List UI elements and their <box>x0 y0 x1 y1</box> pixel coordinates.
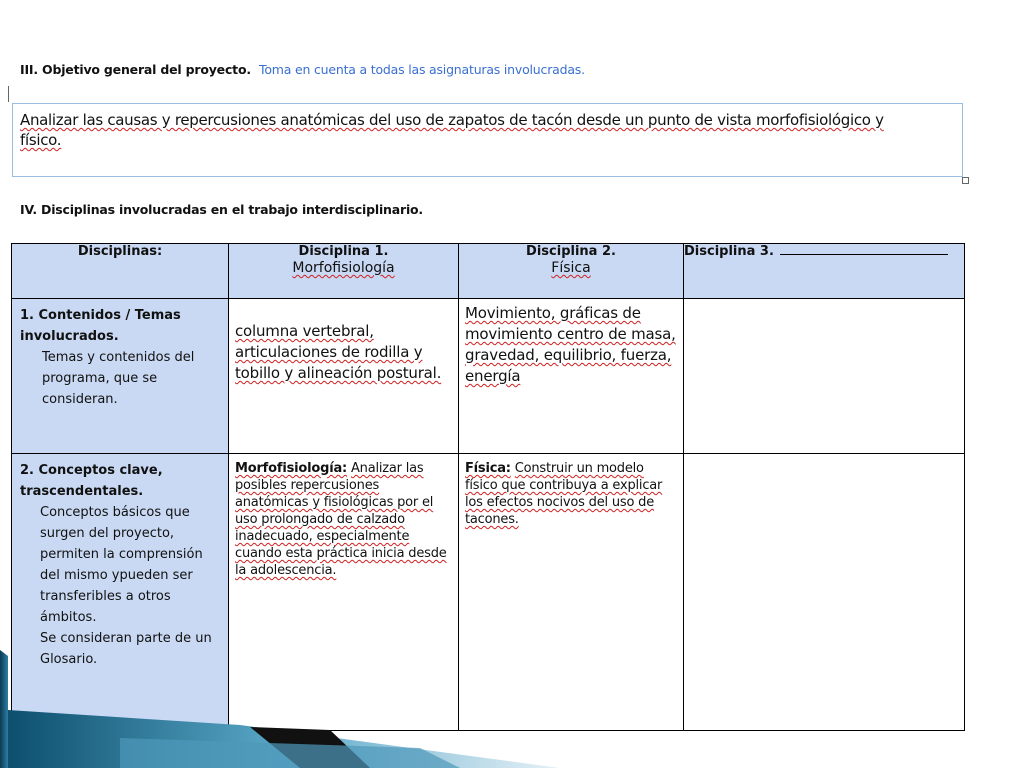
row2-header <box>12 454 229 731</box>
row1-discipline-2-cell[interactable]: Movimiento, gráficas de movimiento centro de masa, gravedad, equilibrio, fuerza, energía <box>459 299 684 454</box>
row2-discipline-1-label: Morfofisiología: <box>235 461 348 476</box>
resize-handle[interactable] <box>962 177 969 184</box>
header-discipline-2-name: Física <box>551 260 591 276</box>
table-row <box>12 454 965 731</box>
row2-discipline-1-text: Analizar las posibles repercusiones anatómicas y fisiológicas por el uso prolongado de calzado inadecuado, especialmente cuando esta práctica inicia desde la adolescencia. <box>235 461 447 578</box>
section-3-hint: Toma en cuenta a todas las asignaturas involucradas. <box>259 62 585 77</box>
row2-discipline-2-text: Construir un modelo físico que contribuya a explicar los efectos nocivos del uso de tacones. <box>465 461 663 527</box>
header-discipline-3 <box>684 244 965 299</box>
row1-header-desc: Temas y contenidos del programa, que se consideran. <box>42 350 195 407</box>
header-discipline-2 <box>459 244 684 299</box>
row1-discipline-1-cell[interactable]: columna vertebral, articulaciones de rodilla y tobillo y alineación postural. <box>229 299 459 454</box>
disciplines-table <box>11 243 965 731</box>
objective-text[interactable]: Analizar las causas y repercusiones anatómicas del uso de zapatos de tacón desde un punto de vista morfofisiológico y físico. <box>20 111 884 149</box>
section-4-title: IV. Disciplinas involucradas en el trabajo interdisciplinario. <box>20 202 423 217</box>
row1-header-title: 1. Contenidos / Temas involucrados. <box>20 308 181 344</box>
row2-discipline-1-cell[interactable] <box>229 454 459 731</box>
header-discipline-3-title: Disciplina 3. <box>684 244 774 259</box>
table-header-row <box>12 244 965 299</box>
header-discipline-1 <box>229 244 459 299</box>
header-discipline-3-blank[interactable] <box>780 254 948 255</box>
row2-discipline-2-cell[interactable] <box>459 454 684 731</box>
section-3-heading <box>20 62 585 77</box>
row1-discipline-3-cell[interactable] <box>684 299 965 454</box>
header-disciplinas: Disciplinas: <box>12 244 229 299</box>
row2-discipline-2-label: Física: <box>465 461 511 476</box>
text-cursor <box>8 86 9 102</box>
header-discipline-2-title: Disciplina 2. <box>526 244 616 259</box>
header-discipline-1-title: Disciplina 1. <box>298 244 389 259</box>
header-discipline-1-name: Morfofisiología <box>292 260 395 276</box>
row2-header-title: 2. Conceptos clave, trascendentales. <box>20 463 163 499</box>
table-row <box>12 299 965 454</box>
row1-header <box>12 299 229 454</box>
row2-discipline-3-cell[interactable] <box>684 454 965 731</box>
row2-header-desc: Conceptos básicos que surgen del proyecto, permiten la comprensión del mismo ypueden ser transferibles a otros ámbitos. <box>40 505 203 625</box>
section-3-title: III. Objetivo general del proyecto. <box>20 62 251 77</box>
row2-header-desc-2: Se consideran parte de un Glosario. <box>40 631 212 667</box>
